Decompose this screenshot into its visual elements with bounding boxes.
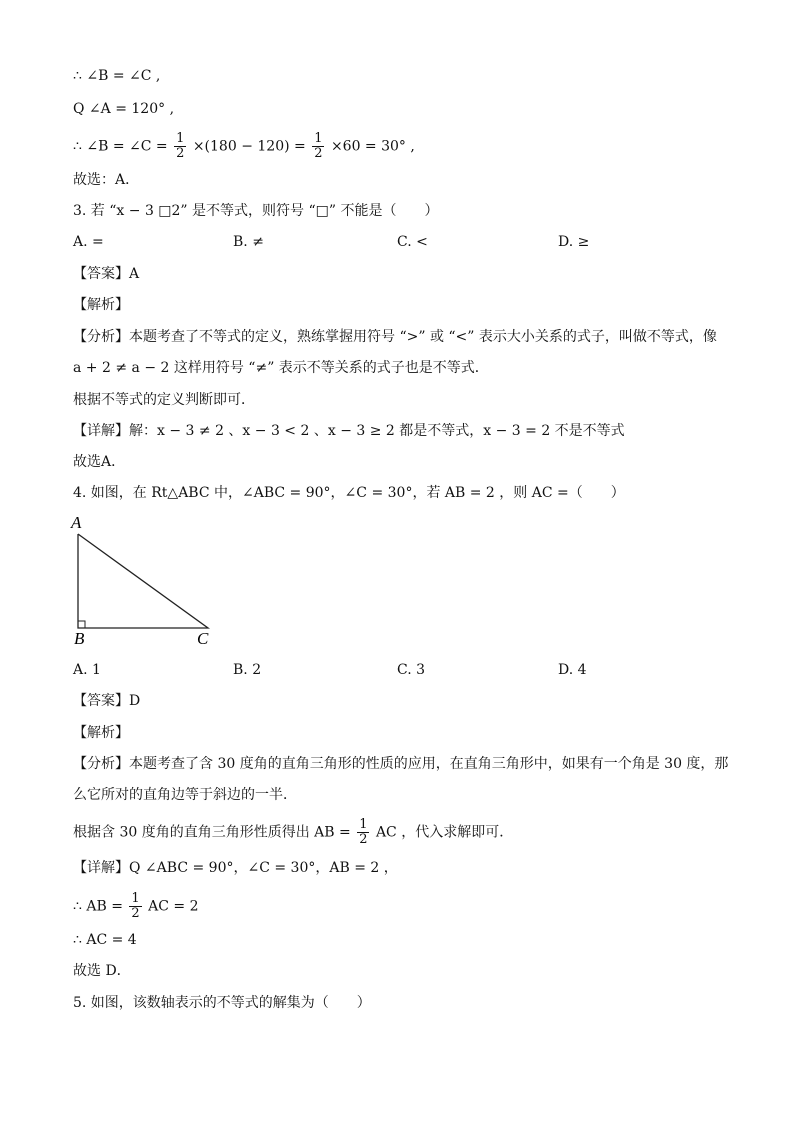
prev-line-3-mid: ×(180 − 120) = <box>192 138 306 155</box>
q3-fenxi-3: 根据不等式的定义判断即可． <box>73 392 255 408</box>
prev-line-2: Q ∠A = 120° , <box>73 101 175 117</box>
fraction-half-4 <box>129 892 141 921</box>
prev-choose: 故选：A． <box>73 172 140 188</box>
fraction-half-2 <box>312 132 324 161</box>
frac-num: 1 <box>176 131 185 146</box>
q3-fenxi-1: 【分析】本题考查了不等式的定义，熟练掌握用符号 “>” 或 “<” 表示大小关系的式子，叫做不等式，像 <box>73 329 717 345</box>
q4-detail-2 <box>73 892 199 921</box>
q4-detail-2-suffix: AC = 2 <box>148 898 199 915</box>
q4-detail-3: ∴ AC = 4 <box>73 932 137 948</box>
q4-option-b: B. 2 <box>233 662 262 678</box>
prev-line-1: ∴ ∠B = ∠C , <box>73 68 161 84</box>
vertex-c-label: C <box>197 629 209 648</box>
q3-analysis-label: 【解析】 <box>73 297 129 313</box>
frac-num-4: 1 <box>131 891 140 906</box>
prev-line-3 <box>73 132 415 161</box>
frac-num-2: 1 <box>314 131 323 146</box>
q3-fenxi-2: a + 2 ≠ a − 2 这样用符号 “≠” 表示不等关系的式子也是不等式． <box>73 360 489 376</box>
q4-answer: 【答案】D <box>73 693 141 709</box>
q3-option-d: D. ≥ <box>558 234 590 250</box>
vertex-a-label: A <box>71 513 82 532</box>
frac-den-4: 2 <box>131 906 140 921</box>
q3-detail: 【详解】解：x − 3 ≠ 2 、x − 3 < 2 、x − 3 ≥ 2 都是不等式，x − 3 = 2 不是不等式 <box>73 423 625 439</box>
q3-answer: 【答案】A <box>73 266 140 282</box>
frac-den-3: 2 <box>359 832 368 847</box>
q4-choose: 故选 D． <box>73 963 131 979</box>
q4-analysis-label: 【解析】 <box>73 725 129 741</box>
frac-num-3: 1 <box>359 817 368 832</box>
q3-option-b: B. ≠ <box>233 234 264 250</box>
q4-detail-1: 【详解】Q ∠ABC = 90°，∠C = 30°，AB = 2 ， <box>73 860 398 876</box>
frac-den-2: 2 <box>314 146 323 161</box>
q4-option-d: D. 4 <box>558 662 587 678</box>
q4-stem: 4. 如图，在 Rt△ABC 中，∠ABC = 90°，∠C = 30°，若 AB = 2 ，则 AC =（ ） <box>73 485 625 501</box>
frac-den: 2 <box>176 146 185 161</box>
q4-option-c: C. 3 <box>397 662 426 678</box>
q4-fenxi-3-prefix: 根据含 30 度角的直角三角形性质得出 AB = <box>73 824 351 841</box>
prev-line-3-prefix: ∴ ∠B = ∠C = <box>73 138 168 155</box>
q3-stem: 3. 若 “x − 3 □2” 是不等式，则符号 “□” 不能是（ ） <box>73 203 439 219</box>
vertex-b-label: B <box>74 629 85 648</box>
right-angle-mark <box>78 621 85 628</box>
q4-option-a: A. 1 <box>73 662 101 678</box>
prev-line-3-suffix: ×60 = 30° , <box>330 138 415 155</box>
q4-detail-2-prefix: ∴ AB = <box>73 898 123 915</box>
triangle-outline <box>78 534 208 628</box>
fraction-half <box>174 132 186 161</box>
q4-fenxi-3-suffix: AC ，代入求解即可． <box>375 824 514 841</box>
q4-fenxi-3 <box>73 818 513 847</box>
q4-fenxi-2: 么它所对的直角边等于斜边的一半． <box>73 787 297 803</box>
q5-stem: 5. 如图，该数轴表示的不等式的解集为（ ） <box>73 995 371 1011</box>
q3-option-a: A. = <box>73 234 104 250</box>
q3-choose: 故选A． <box>73 454 126 470</box>
triangle-figure <box>66 510 226 650</box>
fraction-half-3 <box>357 818 369 847</box>
q4-fenxi-1: 【分析】本题考查了含 30 度角的直角三角形的性质的应用，在直角三角形中，如果有一个角是 30 度，那 <box>73 756 729 772</box>
q3-option-c: C. < <box>397 234 428 250</box>
